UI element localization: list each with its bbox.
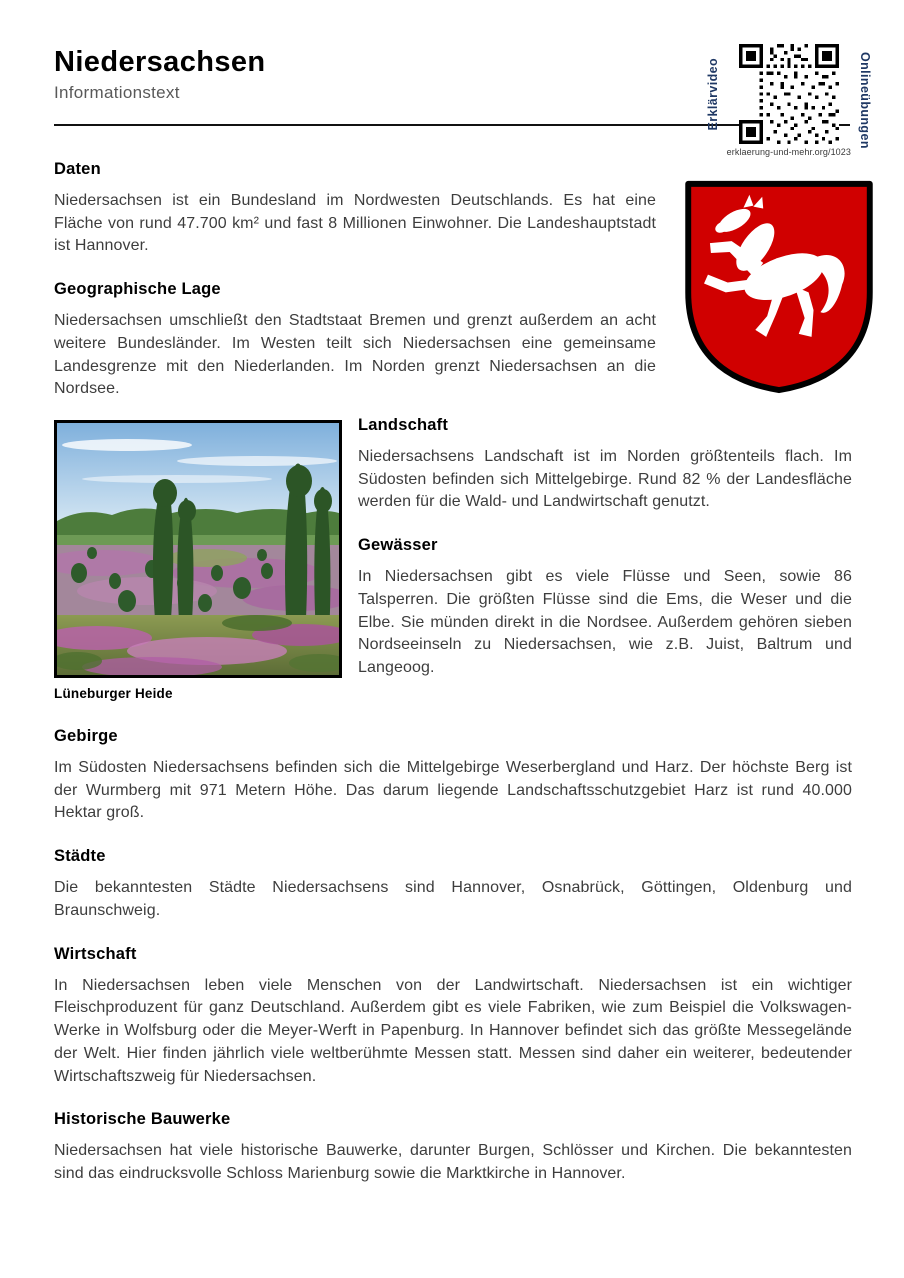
section-heading-geographische-lage: Geographische Lage	[54, 280, 221, 299]
page-title: Niedersachsen	[54, 46, 266, 78]
section-heading-gebirge: Gebirge	[54, 727, 118, 746]
section-heading-landschaft: Landschaft	[358, 416, 449, 435]
section-text-daten: Niedersachsen ist ein Bundesland im Nordwesten Deutschlands. Es hat eine Fläche von rund 47.700 km² und fast 8 Millionen Einwohner. Die Landeshauptstadt ist Hannover.	[54, 192, 656, 255]
section-text-wirtschaft: In Niedersachsen leben viele Menschen von der Landwirtschaft. Niedersachsen ist ein wichtiger Fleischproduzent für ganz Deutschland. Außerdem gibt es viele Fabriken, wie zum Beispiel die Volkswagen-Werke in Wolfsburg oder die Meyer-Werft in Papenburg. In Hannover befindet sich das größte Messegelände der Welt. Hier finden jährlich viele weltberühmte Messen statt. Messen sind daher ein weiterer, bedeutender Wirtschaftszweig für Niedersachsen.	[54, 976, 852, 1085]
section-heading-historische-bauwerke: Historische Bauwerke	[54, 1110, 231, 1129]
niedersachsen-coat-of-arms	[678, 176, 880, 398]
qr-url: erklaerung-und-mehr.org/1023	[726, 147, 851, 157]
section-heading-wirtschaft: Wirtschaft	[54, 944, 137, 963]
page-header	[0, 0, 904, 157]
section-heading-daten: Daten	[54, 160, 101, 178]
section-text-geographische-lage: Niedersachsen umschließt den Stadtstaat Bremen und grenzt außerdem an acht weitere Bundesländer. Im Westen teilt sich Niedersachsen eine gemeinsame Landesgrenze mit den Niederlanden. Im Norden grenzt Niedersachsen an die Nordsee.	[54, 312, 656, 398]
lueneburger-heide-figure	[54, 420, 342, 701]
photo-caption: Lüneburger Heide	[54, 686, 173, 702]
qr-code-icon	[739, 44, 839, 144]
section-text-gewaesser: In Niedersachsen gibt es viele Flüsse und Seen, sowie 86 Talsperren. Die größten Flüsse sind die Ems, die Weser und die Elbe. Sie münden direkt in die Nordsee. Außerdem gehören sieben Nordseeinseln zu Niedersachsen, wie z.B. Juist, Baltrum und Langeoog.	[358, 568, 852, 677]
section-text-historische-bauwerke: Niedersachsen hat viele historische Bauwerke, darunter Burgen, Schlösser und Kirchen. Die bekanntesten sind das eindrucksvolle Schloss Marienburg sowie die Marktkirche in Hannover.	[54, 1142, 852, 1182]
document-body	[0, 126, 904, 1186]
qr-right-label: Onlineübungen	[858, 52, 872, 149]
coat-of-arms-icon	[678, 176, 880, 398]
section-text-gebirge: Im Südosten Niedersachsens befinden sich die Mittelgebirge Weserbergland und Harz. Der höchste Berg ist der Wurmberg mit 971 Metern Höhe. Das darum liegende Landschaftsschutzgebiet Harz ist rund 40.000 Hektar groß.	[54, 759, 852, 822]
qr-left-label: Erklärvideo	[705, 58, 720, 131]
section-text-staedte: Die bekanntesten Städte Niedersachsens sind Hannover, Osnabrück, Göttingen, Oldenburg und Braunschweig.	[54, 879, 852, 919]
page-subtitle: Informationstext	[54, 83, 180, 102]
section-heading-gewaesser: Gewässer	[358, 536, 438, 555]
lueneburger-heide-photo	[54, 420, 342, 678]
section-text-landschaft: Niedersachsens Landschaft ist im Norden größtenteils flach. Im Südosten befinden sich Mittelgebirge. Rund 82 % der Landesfläche werden für die Wald- und Landwirtschaft genutzt.	[358, 448, 852, 511]
section-heading-staedte: Städte	[54, 847, 106, 866]
heath-landscape-image	[57, 423, 339, 675]
qr-panel	[706, 44, 872, 157]
